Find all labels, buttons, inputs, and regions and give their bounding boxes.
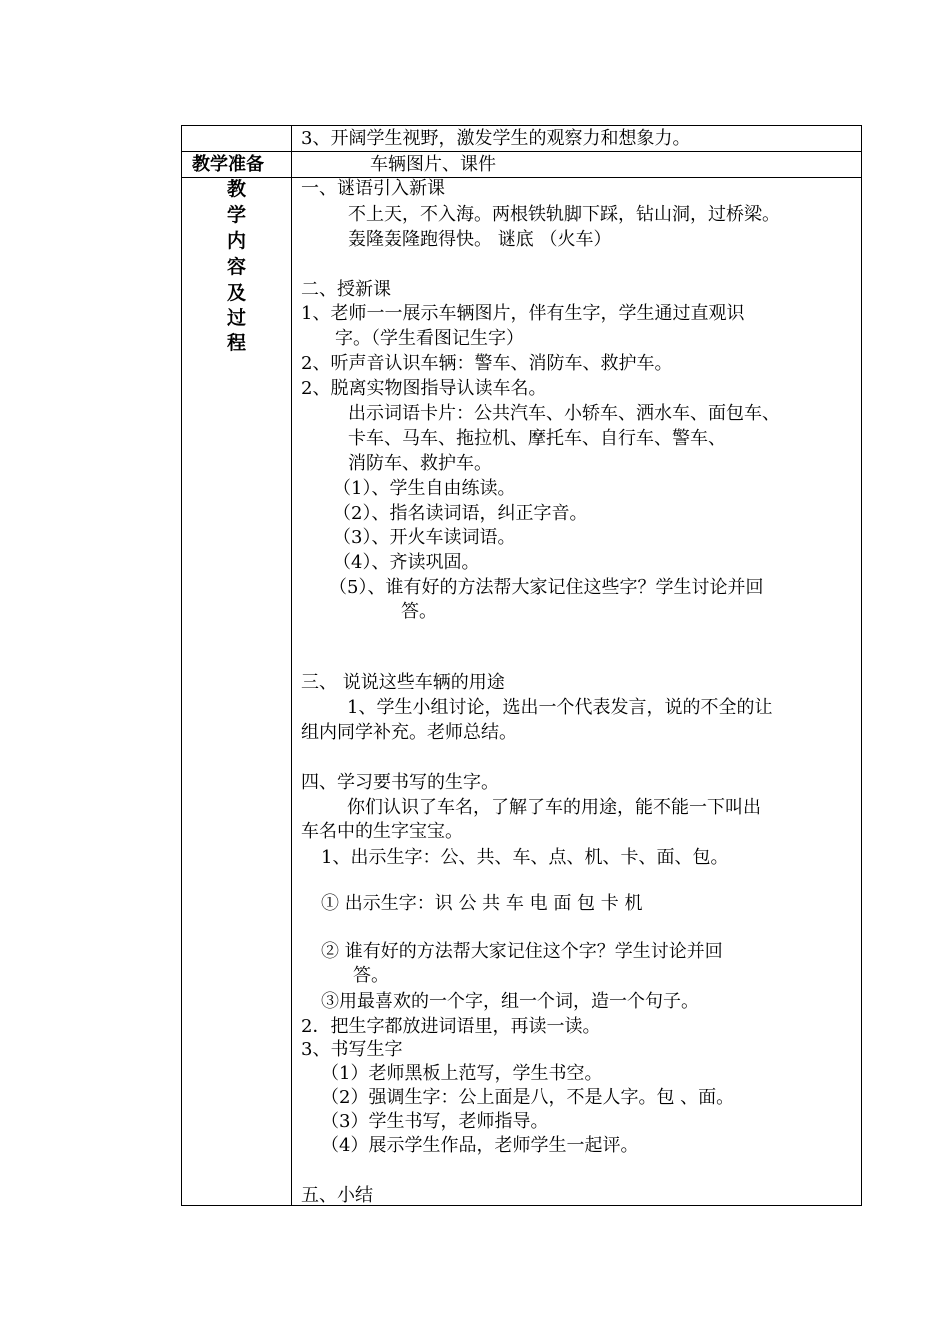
- content-line: ① 出示生字：识 公 共 车 电 面 包 卡 机: [321, 893, 643, 914]
- content-line: 你们认识了车名，了解了车的用途，能不能一下叫出: [347, 797, 761, 818]
- content-line: 2、听声音认识车辆：警车、消防车、救护车。: [301, 353, 673, 374]
- objective-line: 3、开阔学生视野，激发学生的观察力和想象力。: [301, 128, 691, 149]
- content-line: 答。: [353, 965, 389, 986]
- content-line: 字。（学生看图记生字）: [335, 328, 524, 349]
- content-line: 2．把生字都放进词语里，再读一读。: [301, 1016, 601, 1037]
- process-label-char: 容: [226, 256, 246, 278]
- content-line: 1、学生小组讨论，选出一个代表发言，说的不全的让: [347, 697, 773, 718]
- content-line: （1）老师黑板上范写，学生书空。: [321, 1063, 603, 1084]
- process-label-char: 及: [226, 282, 246, 304]
- content-line: （4）、齐读巩固。: [333, 552, 480, 573]
- content-line: 答。: [401, 601, 437, 622]
- content-line: 组内同学补充。老师总结。: [301, 722, 517, 743]
- content-line: （2）强调生字：公上面是八，不是人字。包 、面。: [321, 1087, 735, 1108]
- content-line: （3）、开火车读词语。: [333, 527, 516, 548]
- column-divider: [291, 126, 292, 1205]
- process-label-char: 教: [226, 178, 246, 200]
- content-line: 四、学习要书写的生字。: [301, 772, 499, 793]
- content-line: 五、小结: [301, 1185, 373, 1206]
- content-line: 1、出示生字：公、共、车、点、机、卡、面、包。: [321, 847, 729, 868]
- content-line: 2、脱离实物图指导认读车名。: [301, 378, 547, 399]
- content-line: 出示词语卡片：公共汽车、小轿车、洒水车、面包车、: [348, 403, 780, 424]
- content-line: （4）展示学生作品，老师学生一起评。: [321, 1135, 639, 1156]
- content-line: 二、授新课: [301, 279, 391, 300]
- content-line: （3）学生书写，老师指导。: [321, 1111, 549, 1132]
- prep-label: 教学准备: [192, 154, 264, 175]
- content-line: （5）、谁有好的方法帮大家记住这些字？学生讨论并回: [329, 577, 764, 598]
- content-line: ② 谁有好的方法帮大家记住这个字？学生讨论并回: [321, 941, 723, 962]
- process-label-char: 学: [226, 204, 246, 226]
- row-divider: [182, 151, 861, 152]
- content-line: 不上天，不入海。两根铁轨脚下踩，钻山洞，过桥梁。: [348, 204, 780, 225]
- lesson-plan-table: [181, 125, 862, 1206]
- content-line: ③用最喜欢的一个字，组一个词，造一个句子。: [321, 991, 699, 1012]
- process-label-char: 过: [226, 307, 246, 329]
- content-line: （2）、指名读词语，纠正字音。: [333, 503, 588, 524]
- content-line: 三、 说说这些车辆的用途: [301, 672, 505, 693]
- content-line: 一、谜语引入新课: [301, 178, 445, 199]
- content-line: 轰隆轰隆跑得快。 谜底 （火车）: [348, 229, 612, 250]
- process-label-char: 内: [226, 230, 246, 252]
- content-line: 3、书写生字: [301, 1039, 403, 1060]
- prep-content: 车辆图片、课件: [370, 154, 496, 175]
- content-line: 卡车、马车、拖拉机、摩托车、自行车、警车、: [348, 428, 726, 449]
- process-label-char: 程: [226, 332, 246, 354]
- content-line: （1）、学生自由练读。: [333, 478, 516, 499]
- content-line: 车名中的生字宝宝。: [301, 821, 463, 842]
- content-line: 1、老师一一展示车辆图片，伴有生字，学生通过直观识: [301, 303, 745, 324]
- content-line: 消防车、救护车。: [348, 453, 492, 474]
